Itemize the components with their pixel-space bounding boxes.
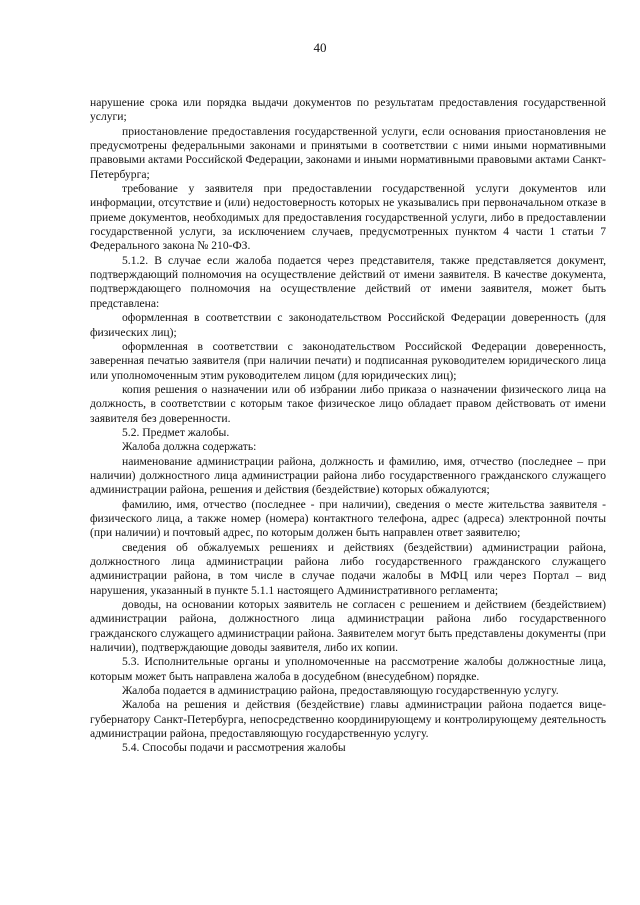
paragraph-9: Жалоба должна содержать: xyxy=(122,440,257,454)
paragraph-11: фамилию, имя, отчество (последнее - при наличии), сведения о месте жительства заявителя - физического лица, а также номер (номера) контактного телефона, адрес (адреса) электронной почты (при наличии) и почтовый адрес, по которым должен быть направлен ответ заявителю; xyxy=(90,497,606,540)
paragraph-14: 5.3. Исполнительные органы и уполномоченные на рассмотрение жалобы должностные лица, которым может быть направлена жалоба в досудебном (внесудебном) порядке. xyxy=(90,655,606,683)
paragraph-17: 5.4. Способы подачи и рассмотрения жалобы xyxy=(122,741,346,755)
paragraph-7: копия решения о назначении или об избрании либо приказа о назначении физического лица на должность, в соответствии с которым такое физическое лицо обладает правом действовать от имени заявителя без доверенности. xyxy=(90,382,606,425)
paragraph-2: приостановление предоставления государственной услуги, если основания приостановления не предусмотрены федеральными законами и принятыми в соответствии с ними иными нормативными правовыми актами Российской Федерации, законами и иными нормативными правовыми актами Санкт-Петербурга; xyxy=(90,124,606,181)
document-body xyxy=(90,96,606,756)
paragraph-8: 5.2. Предмет жалобы. xyxy=(122,425,230,439)
paragraph-10: наименование администрации района, должность и фамилию, имя, отчество (последнее – при наличии) должностного лица администрации района либо государственного гражданского служащего администрации района, решения и действия (бездействие) которых обжалуются; xyxy=(90,454,606,497)
paragraph-4: 5.1.2. В случае если жалоба подается через представителя, также представляется документ, подтверждающий полномочия на осуществление действий от имени заявителя. В качестве документа, подтверждающего полномочия на осуществление действий от имени заявителя, может быть представлена: xyxy=(90,253,606,310)
paragraph-12: сведения об обжалуемых решениях и действиях (бездействии) администрации района, должностного лица администрации района либо государственного гражданского служащего администрации района, в том числе в случае подачи жалобы в МФЦ или через Портал – вид нарушения, указанный в пункте 5.1.1 настоящего Административного регламента; xyxy=(90,540,606,597)
paragraph-13: доводы, на основании которых заявитель не согласен с решением и действием (бездействием) администрации района, должностного лица администрации района либо государственного гражданского служащего администрации района. Заявителем могут быть представлены документы (при наличии), подтверждающие доводы заявителя, либо их копии. xyxy=(90,598,606,655)
paragraph-15: Жалоба подается в администрацию района, предоставляющую государственную услугу. xyxy=(122,684,559,698)
paragraph-3: требование у заявителя при предоставлении государственной услуги документов или информации, отсутствие и (или) недостоверность которых не указывались при первоначальном отказе в приеме документов, необходимых для предоставления государственной услуги, либо в предоставлении государственной услуги, за исключением случаев, предусмотренных пунктом 4 части 1 статьи 7 Федерального закона № 210-ФЗ. xyxy=(90,182,606,253)
page-number: 40 xyxy=(313,40,327,55)
paragraph-16: Жалоба на решения и действия (бездействие) главы администрации района подается вице-губернатору Санкт-Петербурга, непосредственно координирующему и контролирующему деятельность администрации района, предоставляющую государственную услугу. xyxy=(90,698,606,741)
paragraph-1: нарушение срока или порядка выдачи документов по результатам предоставления государственной услуги; xyxy=(90,96,606,124)
paragraph-5: оформленная в соответствии с законодательством Российской Федерации доверенность (для физических лиц); xyxy=(90,311,606,339)
paragraph-6: оформленная в соответствии с законодательством Российской Федерации доверенность, заверенная печатью заявителя (при наличии печати) и подписанная руководителем юридического лица или уполномоченным этим руководителем лицом (для юридических лиц); xyxy=(90,339,606,382)
